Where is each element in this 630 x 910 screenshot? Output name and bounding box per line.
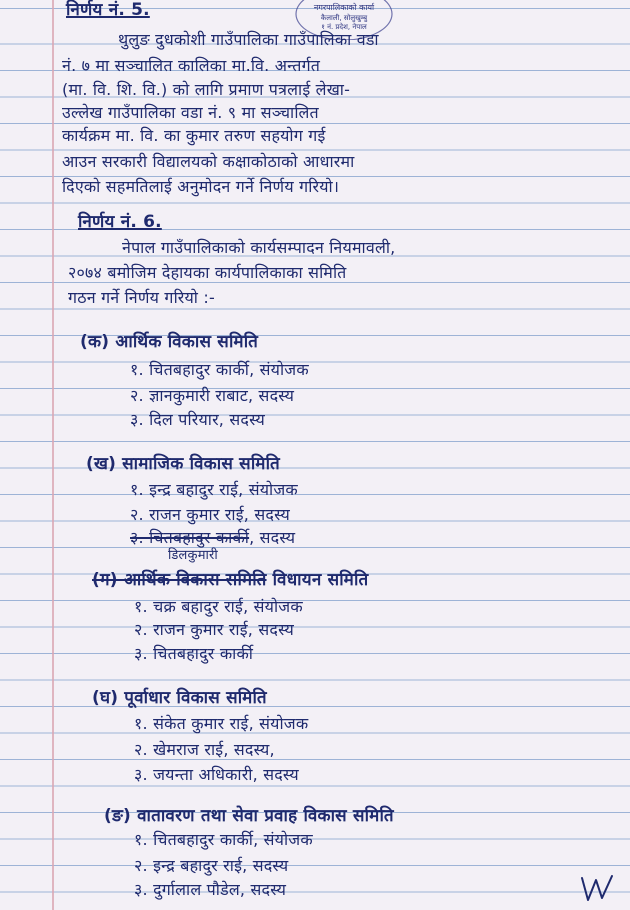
member-item: १. चक्र बहादुर राई, संयोजक (134, 597, 303, 616)
struck-text: (ग) आर्थिक विकास समिति (92, 570, 267, 590)
member-item: २. खेमराज राई, सदस्य, (134, 740, 275, 759)
svg-text:१ नं. प्रदेश, नेपाल: १ नं. प्रदेश, नेपाल (321, 23, 367, 31)
margin-line (52, 0, 54, 910)
line-text: (मा. वि. शि. वि.) को लागि प्रमाण पत्रलाई लेखा- (62, 80, 351, 99)
signature-mark (578, 872, 618, 906)
line-text: उल्लेख गाउँपालिका वडा नं. ९ मा सञ्चालित (62, 103, 319, 122)
member-role: , सदस्य (249, 528, 296, 547)
member-item: २. ज्ञानकुमारी राबाट, सदस्य (130, 386, 295, 405)
decision-6-heading: निर्णय नं. 6. (78, 212, 162, 232)
struck-text: ३. चितबहादुर कार्की (130, 528, 250, 547)
line-text: आउन सरकारी विद्यालयको कक्षाकोठाको आधारमा (62, 152, 355, 171)
member-item: २. इन्द्र बहादुर राई, सदस्य (134, 856, 289, 875)
line-text: २०७४ बमोजिम देहायका कार्यपालिकाका समिति (68, 263, 347, 282)
member-item: १. चितबहादुर कार्की, संयोजक (134, 830, 313, 849)
committee-nga-heading: (ङ) वातावरण तथा सेवा प्रवाह विकास समिति (104, 806, 394, 826)
member-item: १. चितबहादुर कार्की, संयोजक (130, 360, 309, 379)
line-text: कार्यक्रम मा. वि. का कुमार तरुण सहयोग गई (62, 126, 326, 145)
member-item: ३. चितबहादुर कार्की (134, 644, 254, 663)
member-item: २. राजन कुमार राई, सदस्य (130, 505, 290, 524)
member-item: ३. दुर्गालाल पौडेल, सदस्य (134, 880, 287, 899)
member-item-struck (130, 528, 295, 548)
committee-kha-heading: (ख) सामाजिक विकास समिति (86, 454, 280, 474)
svg-text:कैलाली, सोलुखुम्बु: कैलाली, सोलुखुम्बु (320, 14, 368, 22)
inserted-correction: डिलकुमारी (168, 548, 218, 563)
decision-5-heading: निर्णय नं. 5. (66, 0, 150, 20)
line-text: नेपाल गाउँपालिकाको कार्यसम्पादन नियमावली, (122, 238, 396, 257)
member-item: ३. जयन्ता अधिकारी, सदस्य (134, 765, 299, 784)
committee-ga-new-title: विधायन समिति (266, 570, 369, 590)
member-item: १. इन्द्र बहादुर राई, संयोजक (130, 480, 298, 499)
member-item: २. राजन कुमार राई, सदस्य (134, 620, 294, 639)
committee-gha-heading: (घ) पूर्वाधार विकास समिति (92, 688, 267, 708)
committee-ga-heading (92, 570, 368, 590)
member-item: १. संकेत कुमार राई, संयोजक (134, 714, 309, 733)
svg-text:नगरपालिकाको कार्या: नगरपालिकाको कार्या (313, 3, 375, 12)
line-text: नं. ७ मा सञ्चालित कालिका मा.वि. अन्तर्गत (62, 56, 321, 75)
line-text: थुलुङ दुधकोशी गाउँपालिका गाउँपालिका वडा (118, 30, 379, 49)
line-text: दिएको सहमतिलाई अनुमोदन गर्ने निर्णय गरियो। (62, 177, 340, 196)
committee-ka-heading: (क) आर्थिक विकास समिति (80, 332, 259, 352)
line-text: गठन गर्ने निर्णय गरियो :- (68, 288, 215, 307)
member-item: ३. दिल परियार, सदस्य (130, 410, 265, 429)
